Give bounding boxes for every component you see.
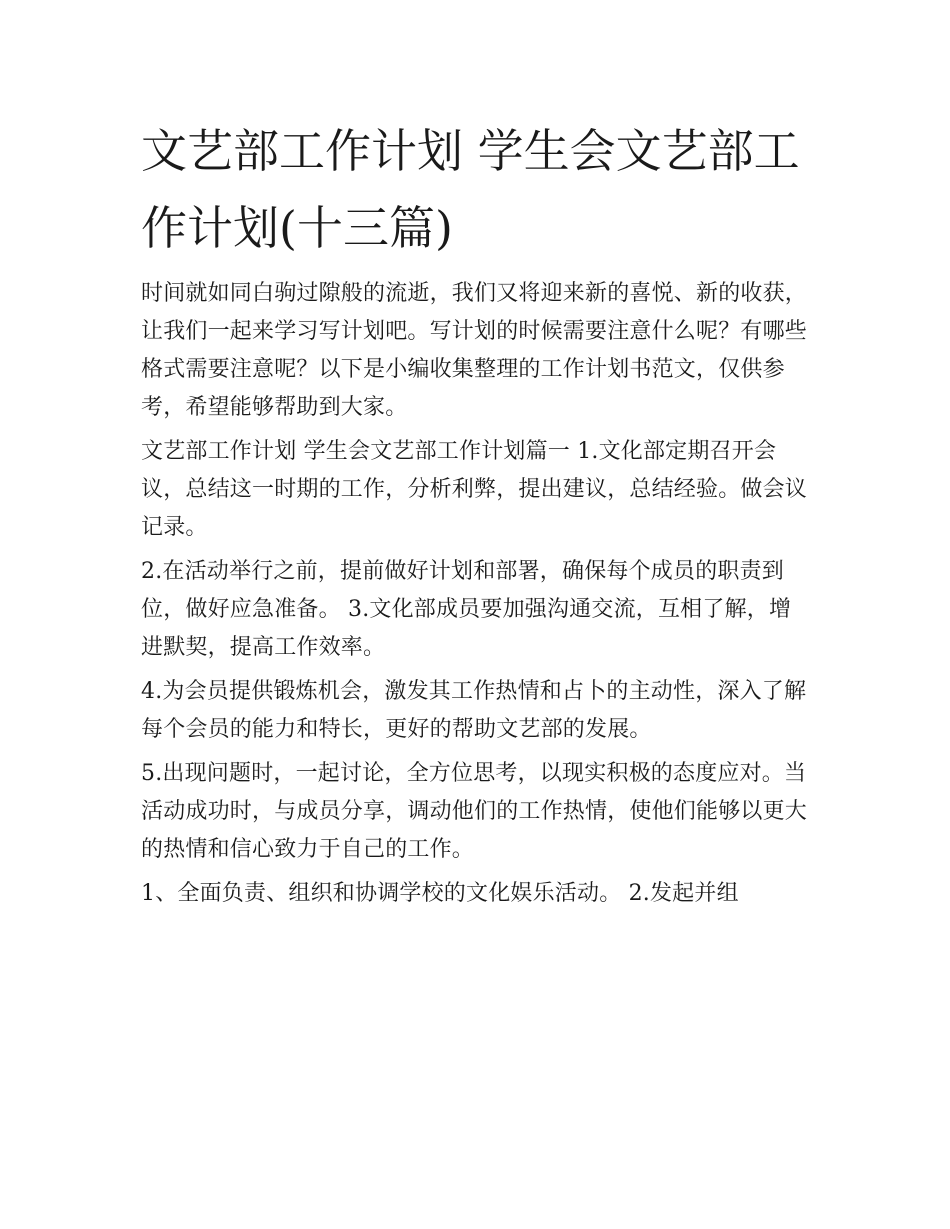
paragraph-intro: 时间就如同白驹过隙般的流逝，我们又将迎来新的喜悦、新的收获，让我们一起来学习写计划吧。写计划的时候需要注意什么呢？有哪些格式需要注意呢？以下是小编收集整理的工作计划书范文，仅供参考，希望能够帮助到大家。 bbox=[141, 281, 808, 420]
document-body bbox=[141, 113, 813, 919]
paragraph-3: 4.为会员提供锻炼机会，激发其工作热情和占卜的主动性，深入了解每个会员的能力和特长，更好的帮助文艺部的发展。 bbox=[141, 679, 807, 742]
paragraph-2: 2.在活动举行之前，提前做好计划和部署，确保每个成员的职责到位，做好应急准备。 3.文化部成员要加强沟通交流，互相了解，增进默契，提高工作效率。 bbox=[141, 559, 792, 660]
paragraph-4: 5.出现问题时，一起讨论，全方位思考，以现实积极的态度应对。当活动成功时，与成员分享，调动他们的工作热情，使他们能够以更大的热情和信心致力于自己的工作。 bbox=[141, 761, 808, 862]
paragraph-list bbox=[141, 275, 813, 913]
paragraph-1: 文艺部工作计划 学生会文艺部工作计划篇一 1.文化部定期召开会议，总结这一时期的工作，分析利弊，提出建议，总结经验。做会议记录。 bbox=[141, 439, 808, 540]
paragraph-5: 1、全面负责、组织和协调学校的文化娱乐活动。 2.发起并组 bbox=[141, 881, 739, 906]
document-title: 文艺部工作计划 学生会文艺部工作计划(十三篇) bbox=[141, 124, 800, 255]
